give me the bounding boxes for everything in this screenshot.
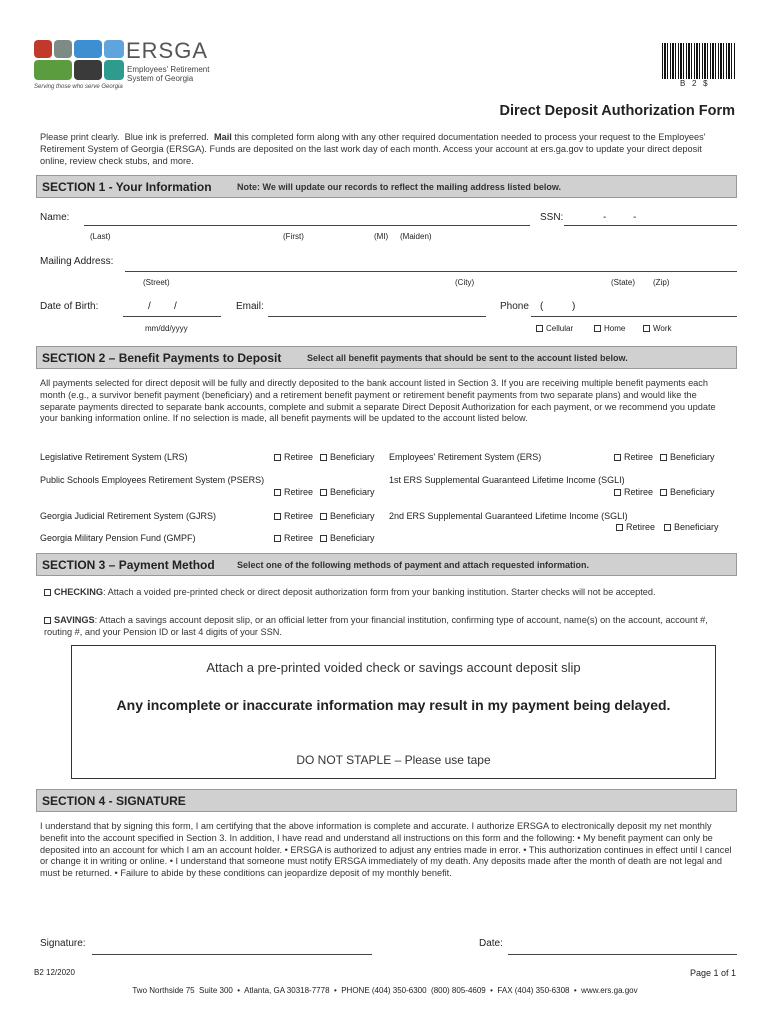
delay-warning: Any incomplete or inaccurate information may result in my payment being delayed. — [116, 697, 671, 713]
zip-caption: (Zip) — [653, 278, 670, 287]
email-input[interactable] — [268, 316, 486, 317]
dob-format-caption: mm/dd/yyyy — [145, 324, 188, 333]
retiree-label: Retiree — [284, 533, 314, 543]
tagline: Serving those who serve Georgia — [34, 84, 123, 90]
lrs-label: Legislative Retirement System (LRS) — [40, 452, 188, 462]
city-caption: (City) — [455, 278, 475, 287]
mailing-address-input[interactable] — [125, 271, 737, 272]
checkbox-icon — [614, 454, 621, 461]
sgli2-beneficiary[interactable] — [664, 522, 719, 532]
retiree-label: Retiree — [624, 487, 654, 497]
retiree-label: Retiree — [284, 452, 314, 462]
checkbox-icon — [274, 489, 281, 496]
date-input[interactable] — [508, 954, 737, 955]
maiden-caption: (Maiden) — [400, 232, 432, 241]
checkbox-icon — [536, 325, 543, 332]
phone-label: Phone — [500, 301, 529, 312]
checkbox-icon — [616, 524, 623, 531]
section4-paragraph: I understand that by signing this form, I am certifying that the above information is complete and accurate. I authorize ERSGA to electronically deposit my net monthly benefit into the account specified in Section 3. In addition, I have read and understand all instructions on this form and the following: • My benefit payment can only be deposited into an account for which I am an account holder. • ERSGA is authorized to adjust any entries made in error. • This authorization continues in effect until I cancel or change it in writing or online. • I understand that someone must notify ERSGA immediately of my death. Any deposits made after the month of death are not legal and must be returned. • Failure to abide by these conditions can jeopardize deposit of my monthly benefit. — [40, 821, 732, 879]
signature-label: Signature: — [40, 938, 86, 949]
sgli1-beneficiary[interactable] — [660, 487, 715, 497]
ssn-label: SSN: — [540, 212, 564, 223]
checking-text: : Attach a voided pre-printed check or direct deposit authorization form from your banking institution. Starter checks will not be accepted. — [103, 587, 656, 597]
intro-post: this completed form along with any other required documentation needed to process your request to the Employees' Retirement System of Georgia (ERSGA). Funds are deposited on the last work day of each month. Access your account at ers.ga.gov to update your direct deposit online, review check stubs, and more. — [40, 132, 706, 166]
checking-option[interactable] — [44, 587, 734, 599]
intro-pre: Please print clearly. Blue ink is preferred. — [40, 132, 214, 142]
name-input[interactable] — [84, 225, 530, 226]
section4-header — [36, 789, 737, 812]
no-staple-note: DO NOT STAPLE – Please use tape — [296, 753, 491, 767]
dob-slash-1: / — [148, 301, 151, 312]
form-title: Direct Deposit Authorization Form — [499, 103, 735, 119]
first-caption: (First) — [283, 232, 304, 241]
phone-paren-close: ) — [572, 301, 576, 312]
phone-type-home[interactable] — [594, 324, 625, 333]
intro-paragraph — [40, 132, 730, 167]
beneficiary-label: Beneficiary — [674, 522, 719, 532]
sgli2-retiree[interactable] — [616, 522, 655, 532]
sgli1-label: 1st ERS Supplemental Guaranteed Lifetime Income (SGLI) — [389, 475, 625, 485]
section3-note: Select one of the following methods of payment and attach requested information. — [237, 560, 590, 570]
logo-tile-blue — [74, 40, 102, 58]
logo-tile-dark — [74, 60, 102, 80]
logo-tile-teal — [104, 60, 124, 80]
date-label: Date: — [479, 938, 503, 949]
checkbox-icon — [274, 535, 281, 542]
org-short-name: ERSGA — [126, 38, 209, 63]
last-caption: (Last) — [90, 232, 111, 241]
dob-slash-2: / — [174, 301, 177, 312]
phone-type-cellular[interactable] — [536, 324, 573, 333]
section2-note: Select all benefit payments that should be sent to the account listed below. — [307, 353, 628, 363]
retiree-label: Retiree — [284, 487, 314, 497]
intro-mail: Mail — [213, 132, 232, 142]
section2-paragraph: All payments selected for direct deposit will be fully and directly deposited to the bank account listed in Section 3. If you are receiving multiple benefit payments each month (e.g., a survivor benefit payment (beneficiary) and a retirement benefit payment or retirement benefit payments from two separate plans) and would like the separate payments directed to separate bank accounts, complete and submit a separate Direct Deposit Authorization for each payment, or we recommend you update your banking information online. If no selection is made, all benefit payments will be updated to the account listed below. — [40, 378, 716, 424]
logo-tile-gray — [54, 40, 72, 58]
lrs-retiree[interactable] — [274, 452, 313, 462]
checking-label: CHECKING — [54, 587, 104, 597]
beneficiary-label: Beneficiary — [330, 511, 375, 521]
ersga-logo — [34, 40, 134, 82]
mi-caption: (MI) — [374, 232, 389, 241]
section1-title: SECTION 1 - Your Information — [42, 180, 212, 194]
footer-address: Two Northside 75 Suite 300 • Atlanta, GA 30318-7778 • PHONE (404) 350-6300 (800) 805-4609 • FAX (404) 350-6308 • www.ers.ga.gov — [132, 986, 638, 995]
section4-title: SECTION 4 - SIGNATURE — [42, 794, 186, 808]
psers-beneficiary[interactable] — [320, 487, 375, 497]
retiree-label: Retiree — [284, 511, 314, 521]
beneficiary-label: Beneficiary — [330, 452, 375, 462]
logo-tile-green — [34, 60, 72, 80]
checkbox-icon — [274, 513, 281, 520]
ssn-input[interactable] — [564, 225, 737, 226]
section1-header — [36, 175, 737, 198]
beneficiary-label: Beneficiary — [330, 487, 375, 497]
phone-paren-open: ( — [540, 301, 544, 312]
section2-header — [36, 346, 737, 369]
dob-input[interactable] — [123, 316, 221, 317]
savings-option[interactable] — [44, 615, 734, 639]
sgli2-label: 2nd ERS Supplemental Guaranteed Lifetime Income (SGLI) — [389, 511, 628, 521]
barcode — [662, 43, 736, 79]
logo-tile-red — [34, 40, 52, 58]
attach-instruction: Attach a pre-printed voided check or savings account deposit slip — [206, 660, 581, 675]
gmpf-label: Georgia Military Pension Fund (GMPF) — [40, 533, 196, 543]
ers-label: Employees' Retirement System (ERS) — [389, 452, 542, 462]
checkbox-icon — [660, 454, 667, 461]
street-caption: (Street) — [143, 278, 170, 287]
beneficiary-label: Beneficiary — [670, 487, 715, 497]
savings-text: : Attach a savings account deposit slip, or an official letter from your financial institution, confirming type of account, name(s) on the account, account #, routing #, and your Pension ID or last 4 digits of your SSN. — [44, 615, 708, 637]
ssn-dash-1: - — [603, 212, 607, 223]
gjrs-retiree[interactable] — [274, 511, 313, 521]
gjrs-label: Georgia Judicial Retirement System (GJRS) — [40, 511, 217, 521]
state-caption: (State) — [611, 278, 636, 287]
gmpf-beneficiary[interactable] — [320, 533, 375, 543]
checkbox-icon — [594, 325, 601, 332]
signature-input[interactable] — [92, 954, 372, 955]
checkbox-icon — [643, 325, 650, 332]
ers-retiree[interactable] — [614, 452, 653, 462]
name-label: Name: — [40, 212, 70, 223]
home-label: Home — [604, 324, 626, 333]
attach-box — [71, 645, 716, 779]
beneficiary-label: Beneficiary — [670, 452, 715, 462]
logo-tile-blue2 — [104, 40, 124, 58]
ssn-dash-2: - — [633, 212, 637, 223]
beneficiary-label: Beneficiary — [330, 533, 375, 543]
email-label: Email: — [236, 301, 264, 312]
ers-beneficiary[interactable] — [660, 452, 715, 462]
phone-type-work[interactable] — [643, 324, 672, 333]
barcode-text: B 2 $ — [680, 79, 708, 88]
dob-label: Date of Birth: — [40, 301, 99, 312]
psers-retiree[interactable] — [274, 487, 313, 497]
lrs-beneficiary[interactable] — [320, 452, 375, 462]
org-name-line1: Employees' Retirement — [127, 65, 210, 74]
section3-title: SECTION 3 – Payment Method — [42, 558, 215, 572]
form-code: B2 12/2020 — [34, 968, 75, 977]
checkbox-icon — [320, 513, 327, 520]
phone-input[interactable] — [531, 316, 737, 317]
checkbox-icon — [44, 617, 51, 624]
retiree-label: Retiree — [626, 522, 656, 532]
org-name-line2: System of Georgia — [127, 74, 194, 83]
work-label: Work — [653, 324, 672, 333]
checkbox-icon — [320, 454, 327, 461]
page-number: Page 1 of 1 — [689, 968, 736, 978]
section1-note: Note: We will update our records to reflect the mailing address listed below. — [237, 182, 562, 192]
checkbox-icon — [274, 454, 281, 461]
section3-header — [36, 553, 737, 576]
cellular-label: Cellular — [546, 324, 574, 333]
checkbox-icon — [320, 489, 327, 496]
checkbox-icon — [614, 489, 621, 496]
retiree-label: Retiree — [624, 452, 654, 462]
gjrs-beneficiary[interactable] — [320, 511, 375, 521]
section2-title: SECTION 2 – Benefit Payments to Deposit — [42, 351, 282, 365]
checkbox-icon — [664, 524, 671, 531]
checkbox-icon — [320, 535, 327, 542]
gmpf-retiree[interactable] — [274, 533, 313, 543]
checkbox-icon — [660, 489, 667, 496]
mailing-address-label: Mailing Address: — [40, 256, 114, 267]
checkbox-icon — [44, 589, 51, 596]
sgli1-retiree[interactable] — [614, 487, 653, 497]
psers-label: Public Schools Employees Retirement System (PSERS) — [40, 475, 265, 485]
savings-label: SAVINGS — [54, 615, 95, 625]
